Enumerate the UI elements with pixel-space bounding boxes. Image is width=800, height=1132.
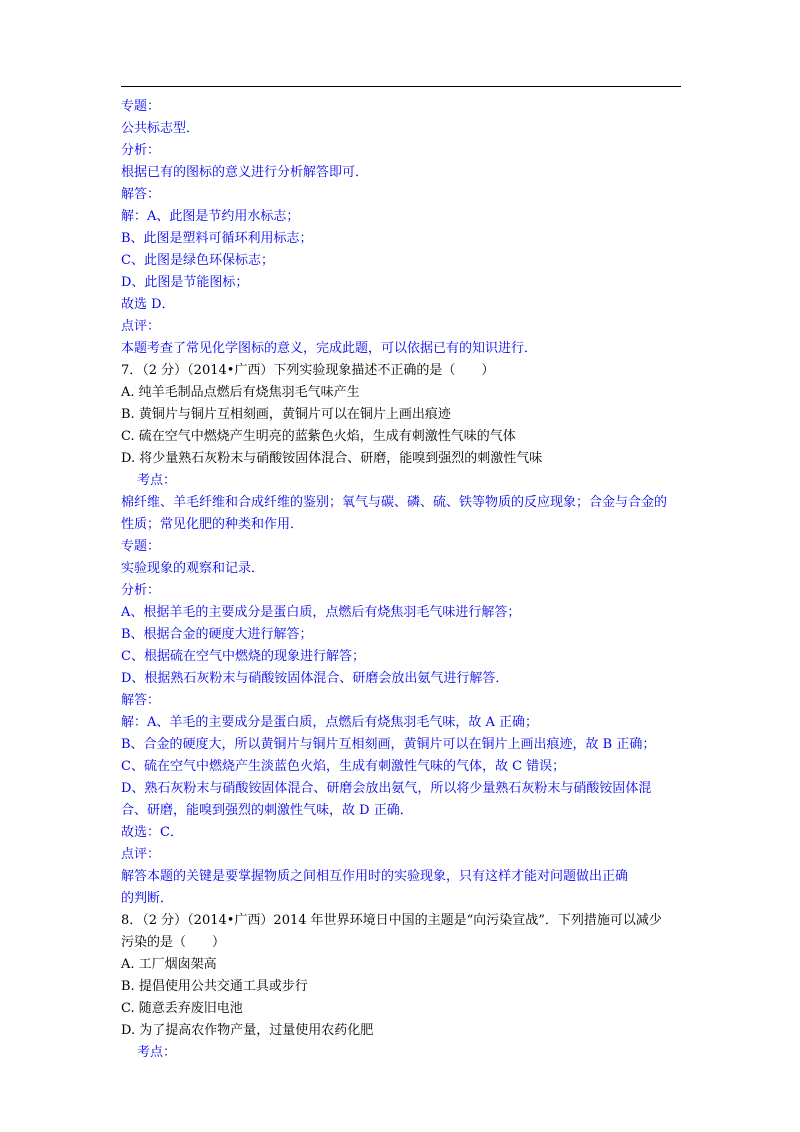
- text-line: 合、研磨，能嗅到强烈的刺激性气味，故 D 正确．: [121, 803, 413, 818]
- text-line: 考点：: [137, 1045, 177, 1060]
- header-rule: [121, 86, 681, 87]
- text-line: D. 为了提高农作物产量，过量使用农药化肥: [121, 1023, 374, 1038]
- text-line: 7．（2 分）（2014•广西）下列实验现象描述不正确的是（ ）: [121, 363, 495, 378]
- text-line: 解答：: [121, 693, 161, 708]
- text-line: A. 工厂烟囱架高: [121, 957, 217, 972]
- text-line: 点评：: [121, 847, 161, 862]
- text-line: C、此图是绿色环保标志；: [121, 253, 274, 268]
- text-line: 本题考查了常见化学图标的意义，完成此题，可以依据已有的知识进行．: [121, 341, 538, 356]
- text-line: B. 黄铜片与铜片互相刻画，黄铜片可以在铜片上画出痕迹: [121, 407, 451, 422]
- text-line: 污染的是（ ）: [121, 935, 226, 950]
- text-line: D、熟石灰粉末与硝酸铵固体混合、研磨会放出氨气，所以将少量熟石灰粉末与硝酸铵固体混: [121, 781, 652, 796]
- text-line: 公共标志型．: [121, 121, 200, 136]
- text-line: B、合金的硬度大，所以黄铜片与铜片互相刻画，黄铜片可以在铜片上画出痕迹，故 B 正确；: [121, 737, 656, 752]
- text-line: 解：A、此图是节约用水标志；: [121, 209, 300, 224]
- text-line: 考点：: [137, 473, 177, 488]
- text-line: 8．（2 分）（2014•广西）2014 年世界环境日中国的主题是“向污染宣战”．下列措施可以减少: [121, 913, 662, 928]
- text-line: B、根据合金的硬度大进行解答；: [121, 627, 313, 642]
- text-line: C. 硫在空气中燃烧产生明亮的蓝紫色火焰，生成有刺激性气味的气体: [121, 429, 516, 444]
- text-line: D、根据熟石灰粉末与硝酸铵固体混合、研磨会放出氨气进行解答．: [121, 671, 509, 686]
- text-line: 分析：: [121, 143, 161, 158]
- text-line: 解：A、羊毛的主要成分是蛋白质，点燃后有烧焦羽毛气味，故 A 正确；: [121, 715, 539, 730]
- document-body: [121, 96, 686, 1064]
- text-line: D、此图是节能图标；: [121, 275, 249, 290]
- text-line: 性质；常见化肥的种类和作用．: [121, 517, 304, 532]
- text-line: B. 提倡使用公共交通工具或步行: [121, 979, 308, 994]
- text-line: C、根据硫在空气中燃烧的现象进行解答；: [121, 649, 365, 664]
- text-line: C. 随意丢弃废旧电池: [121, 1001, 243, 1016]
- text-line: 解答本题的关键是要掌握物质之间相互作用时的实验现象，只有这样才能对问题做出正确: [121, 869, 629, 884]
- text-line: 分析：: [121, 583, 161, 598]
- text-line: D. 将少量熟石灰粉末与硝酸铵固体混合、研磨，能嗅到强烈的刺激性气味: [121, 451, 543, 466]
- text-line: 实验现象的观察和记录．: [121, 561, 265, 576]
- text-line: 专题：: [121, 539, 161, 554]
- text-line: 故选：C．: [121, 825, 183, 840]
- text-line: B、此图是塑料可循环利用标志；: [121, 231, 313, 246]
- text-line: 解答：: [121, 187, 161, 202]
- text-line: 专题：: [121, 99, 161, 114]
- text-line: 的判断．: [121, 891, 174, 906]
- text-line: 故选 D．: [121, 297, 175, 312]
- text-line: A. 纯羊毛制品点燃后有烧焦羽毛气味产生: [121, 385, 360, 400]
- text-line: 棉纤维、羊毛纤维和合成纤维的鉴别；氧气与碳、磷、硫、铁等物质的反应现象；合金与合金的: [121, 495, 668, 510]
- text-line: 根据已有的图标的意义进行分析解答即可．: [121, 165, 369, 180]
- text-line: 点评：: [121, 319, 161, 334]
- text-line: A、根据羊毛的主要成分是蛋白质，点燃后有烧焦羽毛气味进行解答；: [121, 605, 521, 620]
- text-line: C、硫在空气中燃烧产生淡蓝色火焰，生成有刺激性气味的气体，故 C 错误；: [121, 759, 566, 774]
